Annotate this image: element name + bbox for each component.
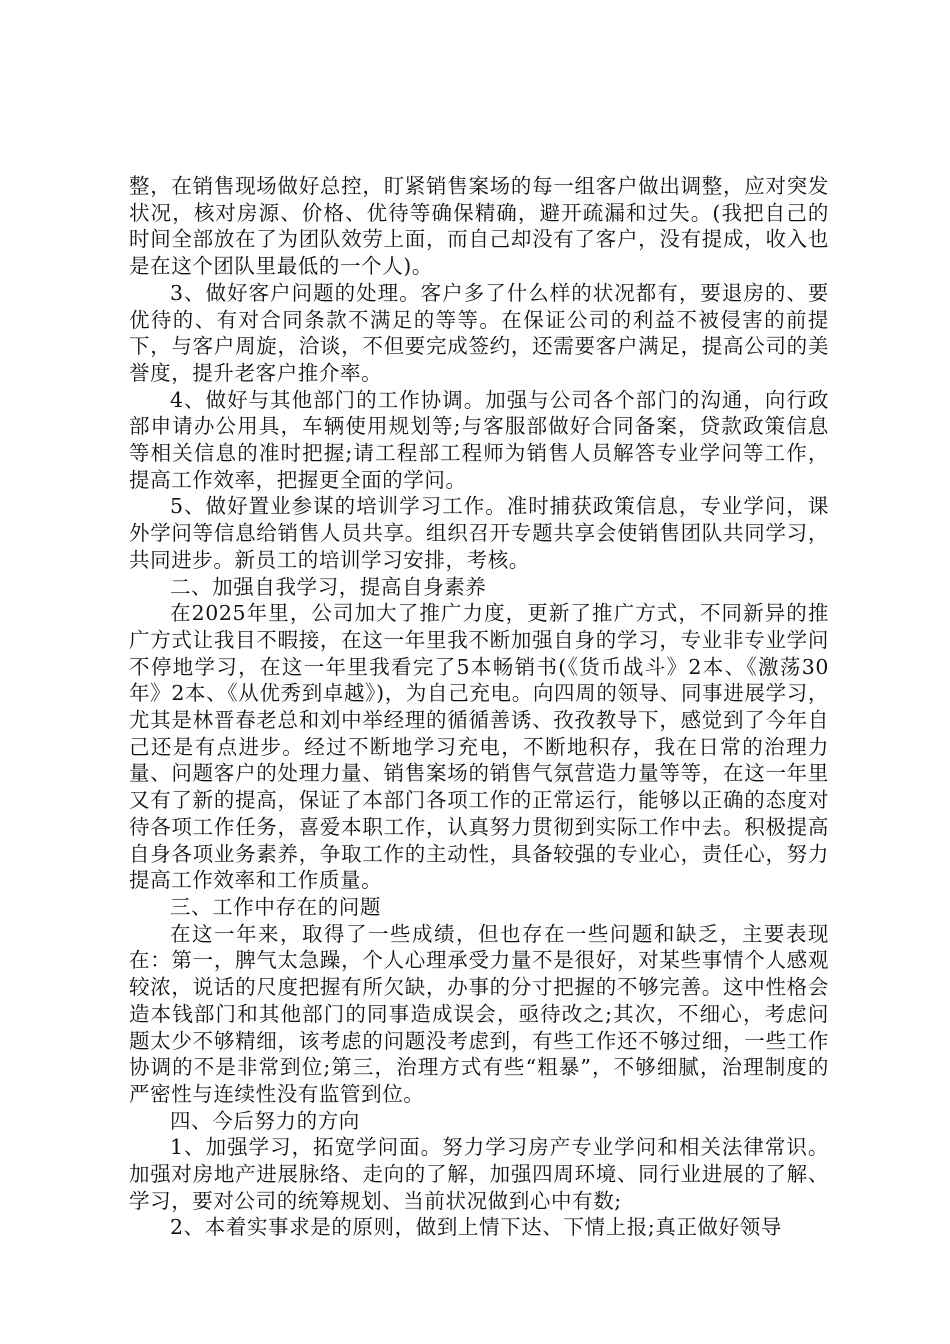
paragraph-self-study: 在2025年里，公司加大了推广力度，更新了推广方式，不同新异的推广方式让我目不暇接，在这一年里我不断加强自身的学习，专业非专业学问不停地学习，在这一年里我看完了5本畅销书(《货币战斗》2本、《激荡30年》2本、《从优秀到卓越》)，为自己充电。向四周的领导、同事进展学习，尤其是林晋春老总和刘中举经理的循循善诱、孜孜教导下，感觉到了今年自己还是有点进步。经过不断地学习充电，不断地积存，我在日常的治理力量、问题客户的处理力量、销售案场的销售气氛营造力量等等，在这一年里又有了新的提高，保证了本部门各项工作的正常运行，能够以正确的态度对待各项工作任务，喜爱本职工作，认真努力贯彻到实际工作中去。积极提高自身各项业务素养，争取工作的主动性，具备较强的专业心，责任心，努力提高工作效率和工作质量。 [129,601,829,893]
paragraph-direction-2: 2、本着实事求是的原则，做到上情下达、下情上报;真正做好领导 [170,1215,782,1240]
paragraph-item-5: 5、做好置业参谋的培训学习工作。准时捕获政策信息，专业学问，课外学问等信息给销售人员共享。组织召开专题共享会使销售团队共同学习，共同进步。新员工的培训学习安排，考核。 [129,494,829,572]
document-body [129,173,829,1241]
section-heading-3: 三、工作中存在的问题 [170,894,381,919]
section-heading-4: 四、今后努力的方向 [170,1108,360,1133]
paragraph-problems: 在这一年来，取得了一些成绩，但也存在一些问题和缺乏，主要表现在：第一，脾气太急躁，个人心理承受力量不是很好，对某些事情个人感观较浓，说话的尺度把握有所欠缺，办事的分寸把握的不够完善。这中性格会造本钱部门和其他部门的同事造成误会，亟待改之;其次，不细心，考虑问题太少不够精细，该考虑的问题没考虑到，有些工作还不够过细，一些工作协调的不是非常到位;第三，治理方式有些“粗暴”，不够细腻，治理制度的严密性与连续性没有监管到位。 [129,921,829,1106]
paragraph-continuation: 整，在销售现场做好总控，盯紧销售案场的每一组客户做出调整，应对突发状况，核对房源、价格、优待等确保精确，避开疏漏和过失。(我把自己的时间全部放在了为团队效劳上面，而自己却没有了客户，没有提成，收入也是在这个团队里最低的一个人)。 [129,174,829,279]
paragraph-item-3: 3、做好客户问题的处理。客户多了什么样的状况都有，要退房的、要优待的、有对合同条款不满足的等等。在保证公司的利益不被侵害的前提下，与客户周旋，洽谈，不但要完成签约，还需要客户满足，提高公司的美誉度，提升老客户推介率。 [129,280,829,385]
paragraph-item-4: 4、做好与其他部门的工作协调。加强与公司各个部门的沟通，向行政部申请办公用具，车辆使用规划等;与客服部做好合同备案，贷款政策信息等相关信息的准时把握;请工程部工程师为销售人员解答专业学问等工作，提高工作效率，把握更全面的学问。 [129,387,829,492]
section-heading-2: 二、加强自我学习，提高自身素养 [170,574,487,599]
paragraph-direction-1: 1、加强学习，拓宽学问面。努力学习房产专业学问和相关法律常识。加强对房地产进展脉络、走向的了解，加强四周环境、同行业进展的了解、学习，要对公司的统筹规划、当前状况做到心中有数; [129,1135,829,1213]
